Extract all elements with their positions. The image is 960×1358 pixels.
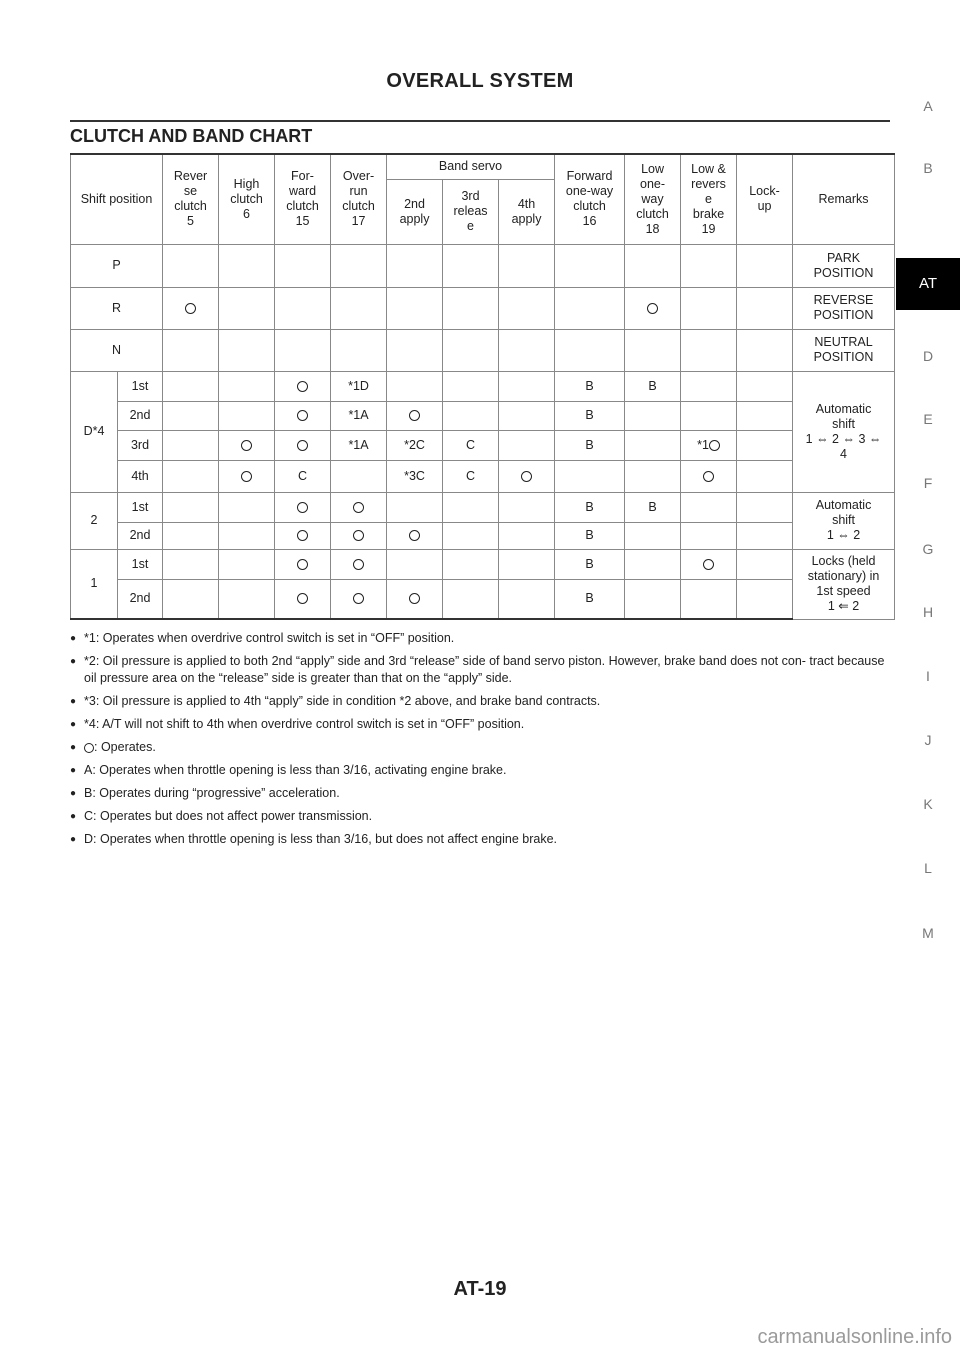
header-line: 4th (517, 196, 536, 211)
chart-cell (625, 549, 681, 579)
chart-cell (499, 244, 555, 287)
side-tab-e[interactable]: E (923, 411, 933, 427)
chart-cell (499, 401, 555, 430)
header-band-servo: Band servo (387, 154, 555, 179)
header-line: 18 (645, 221, 660, 236)
chart-cell (387, 244, 443, 287)
operates-mark (297, 559, 308, 570)
shift-position-cell: R (71, 287, 163, 329)
chart-cell (163, 579, 219, 619)
chart-cell (275, 401, 331, 430)
header-line: High (233, 176, 260, 191)
header-line: brake (692, 206, 725, 221)
table-row (71, 492, 895, 522)
note-text: *1: Operates when overdrive control switch is set in “OFF” position. (84, 631, 455, 645)
note-text: B: Operates during “progressive” acceleration. (84, 786, 340, 800)
shift-position-cell: 1 (71, 549, 118, 619)
gear-cell: 3rd (118, 430, 163, 460)
remarks-line: Automatic (815, 401, 872, 416)
operates-mark (241, 471, 252, 482)
chart-cell (163, 492, 219, 522)
note-text: *3: Oil pressure is applied to 4th “apply” side in condition *2 above, and brake band contracts. (84, 694, 601, 708)
remarks-line: 1 ⇔ 2 ⇔ 3 ⇔ (805, 431, 882, 446)
chart-cell (219, 579, 275, 619)
remarks-line: 1st speed (816, 584, 871, 598)
header-line: clutch (636, 206, 669, 221)
table-row (71, 287, 895, 329)
header-line: revers (691, 176, 726, 191)
chart-cell (219, 371, 275, 401)
header-lock-up (737, 154, 793, 244)
header-line: Low (641, 161, 664, 176)
bullet-icon: ● (70, 788, 77, 799)
header-line: apply (399, 211, 430, 226)
side-tab-a[interactable]: A (923, 98, 933, 114)
chart-cell (163, 371, 219, 401)
operates-mark (353, 530, 364, 541)
header-band-3rd-release (443, 179, 499, 244)
gear-cell: 1st (118, 492, 163, 522)
chart-cell (625, 522, 681, 549)
chart-cell: *3C (387, 460, 443, 492)
note-text: C: Operates but does not affect power transmission. (84, 809, 373, 823)
chart-cell (163, 430, 219, 460)
chart-cell (443, 244, 499, 287)
header-forward-clutch (275, 154, 331, 244)
table-row (71, 549, 895, 579)
operates-mark (297, 410, 308, 421)
chart-cell (625, 329, 681, 371)
bullet-icon: ● (70, 633, 77, 644)
header-line: clutch (573, 199, 606, 214)
side-tab-i[interactable]: I (926, 668, 930, 684)
chart-cell (219, 492, 275, 522)
chart-cell (443, 549, 499, 579)
header-line: run (349, 184, 368, 199)
header-line: ward (288, 184, 317, 199)
operates-mark (521, 471, 532, 482)
page-title: OVERALL SYSTEM (386, 70, 574, 92)
note-item (70, 831, 890, 848)
note-text: *4: A/T will not shift to 4th when overdrive control switch is set in “OFF” position. (84, 717, 525, 731)
chart-cell (275, 430, 331, 460)
operates-mark (647, 303, 658, 314)
header-reverse-clutch (163, 154, 219, 244)
chart-cell (625, 460, 681, 492)
section-title: CLUTCH AND BAND CHART (70, 126, 313, 146)
chart-cell (499, 522, 555, 549)
remarks-cell: NEUTRAL POSITION (793, 329, 895, 371)
remarks-line: 4 (840, 446, 847, 461)
remarks-line: Automatic (815, 498, 872, 512)
chart-cell (387, 492, 443, 522)
header-line: clutch (342, 199, 375, 214)
chart-cell (499, 371, 555, 401)
gear-cell: 2nd (118, 522, 163, 549)
header-line: 6 (243, 206, 250, 221)
header-line: For- (291, 169, 314, 184)
header-forward-one-way-clutch (555, 154, 625, 244)
chart-cell (737, 579, 793, 619)
gear-cell: 2nd (118, 579, 163, 619)
table-row (71, 522, 895, 549)
note-text: : Operates. (94, 740, 156, 754)
header-line: Over- (342, 169, 375, 184)
chart-cell (681, 492, 737, 522)
chart-cell (275, 244, 331, 287)
chart-cell (625, 244, 681, 287)
chart-cell (275, 522, 331, 549)
header-line: se (183, 184, 198, 199)
header-line: e (467, 219, 474, 233)
chart-cell (737, 371, 793, 401)
chart-cell: *2C (387, 430, 443, 460)
chart-cell (681, 401, 737, 430)
remarks-line: 1 ⇐ 2 (827, 599, 860, 613)
chart-cell (275, 492, 331, 522)
chart-cell: B (555, 492, 625, 522)
header-line: Low & (691, 161, 726, 176)
table-row (71, 401, 895, 430)
chart-cell (275, 371, 331, 401)
chart-cell: C (443, 430, 499, 460)
side-tab-m[interactable]: M (922, 925, 934, 941)
chart-cell (681, 522, 737, 549)
chart-cell: C (443, 460, 499, 492)
chart-cell (163, 287, 219, 329)
operates-mark (241, 440, 252, 451)
bullet-icon: ● (70, 811, 77, 822)
chart-cell: B (555, 371, 625, 401)
operates-mark (709, 440, 720, 451)
chart-cell (681, 244, 737, 287)
header-band-2nd-apply (387, 179, 443, 244)
header-line: one- (640, 176, 666, 191)
remarks-line: shift (832, 513, 855, 527)
chart-cell (737, 329, 793, 371)
chart-cell: C (275, 460, 331, 492)
chart-cell (331, 522, 387, 549)
chart-cell (499, 460, 555, 492)
chart-cell (331, 579, 387, 619)
side-tab-h[interactable]: H (922, 604, 934, 620)
chart-cell (681, 371, 737, 401)
remarks-line: stationary) in (807, 569, 880, 583)
chart-cell (163, 244, 219, 287)
chart-cell (387, 371, 443, 401)
chart-cell (219, 430, 275, 460)
chart-cell (443, 492, 499, 522)
operates-mark (409, 410, 420, 421)
chart-cell (331, 287, 387, 329)
chart-cell: B (555, 401, 625, 430)
chart-cell (737, 492, 793, 522)
note-text: *2: Oil pressure is applied to both 2nd “apply” side and 3rd “release” side of band servo piston. However, brake band does not con- tract because oil pressure area on the “release” side is greater than that on the “apply” side. (84, 654, 885, 685)
chart-cell (443, 522, 499, 549)
header-line: releas (453, 204, 488, 218)
chart-cell (387, 549, 443, 579)
table-row (71, 329, 895, 371)
header-line: 15 (295, 214, 310, 229)
table-row (71, 579, 895, 619)
chart-cell (219, 287, 275, 329)
header-line: 19 (701, 221, 716, 236)
remarks-cell (793, 549, 895, 619)
operates-mark (297, 593, 308, 604)
chart-cell (331, 244, 387, 287)
header-line: 2nd (404, 196, 425, 211)
note-item (70, 739, 890, 756)
operates-mark (353, 502, 364, 513)
header-line: 17 (351, 214, 366, 229)
remarks-line: Locks (held (811, 554, 876, 568)
shift-position-cell: P (71, 244, 163, 287)
chart-cell (681, 549, 737, 579)
header-low-reverse-brake (681, 154, 737, 244)
chart-cell (331, 460, 387, 492)
chart-cell (443, 401, 499, 430)
chart-cell (387, 287, 443, 329)
chart-cell (387, 329, 443, 371)
operates-mark (185, 303, 196, 314)
chart-cell (331, 492, 387, 522)
chart-cell (625, 430, 681, 460)
chart-cell (737, 430, 793, 460)
chart-cell (275, 579, 331, 619)
chart-cell: B (555, 549, 625, 579)
header-high-clutch (219, 154, 275, 244)
chart-cell (499, 430, 555, 460)
header-line: clutch (286, 199, 319, 214)
chart-cell (499, 329, 555, 371)
note-item (70, 785, 890, 802)
chart-cell (387, 522, 443, 549)
note-text: A: Operates when throttle opening is less than 3/16, activating engine brake. (84, 763, 507, 777)
bullet-icon: ● (70, 742, 77, 753)
chart-cell (443, 329, 499, 371)
chart-cell: B (625, 492, 681, 522)
chart-cell (443, 579, 499, 619)
chart-cell (681, 579, 737, 619)
chart-cell (555, 460, 625, 492)
chart-cell (387, 579, 443, 619)
chart-cell: B (555, 522, 625, 549)
remarks-cell: REVERSE POSITION (793, 287, 895, 329)
chart-cell (681, 329, 737, 371)
remarks-line: 1 ⇔ 2 (826, 528, 861, 542)
chart-cell (331, 329, 387, 371)
operates-mark (297, 440, 308, 451)
header-line: Forward (566, 169, 613, 184)
shift-position-cell: D*4 (71, 371, 118, 492)
header-band-4th-apply (499, 179, 555, 244)
remarks-line: shift (832, 416, 855, 431)
gear-cell: 1st (118, 549, 163, 579)
header-line: 5 (187, 214, 194, 229)
remarks-cell: PARK POSITION (793, 244, 895, 287)
bullet-icon: ● (70, 719, 77, 730)
operates-mark (297, 502, 308, 513)
operates-mark (353, 593, 364, 604)
chart-cell (163, 401, 219, 430)
chart-cell (163, 549, 219, 579)
remarks-cell (793, 492, 895, 549)
side-tab-l[interactable]: L (924, 860, 932, 876)
header-line: clutch (230, 191, 263, 206)
chart-cell (625, 401, 681, 430)
chart-cell (625, 579, 681, 619)
chart-cell (219, 460, 275, 492)
note-item (70, 716, 890, 733)
chart-cell (499, 287, 555, 329)
chart-cell: *1D (331, 371, 387, 401)
chart-cell (737, 460, 793, 492)
chart-cell (737, 401, 793, 430)
header-line: 3rd (461, 189, 480, 203)
chart-cell (737, 549, 793, 579)
side-tab-f[interactable]: F (923, 475, 933, 491)
chart-cell (555, 244, 625, 287)
bullet-icon: ● (70, 765, 77, 776)
gear-cell: 4th (118, 460, 163, 492)
table-row (71, 430, 895, 460)
table-row (71, 460, 895, 492)
header-line: 16 (582, 214, 597, 229)
chart-cell (737, 244, 793, 287)
chart-cell (443, 287, 499, 329)
header-line: Rever (173, 169, 208, 184)
note-item (70, 808, 890, 825)
side-tab-j[interactable]: J (924, 732, 932, 748)
title-rule (70, 120, 890, 122)
chart-cell (499, 492, 555, 522)
header-line: Lock- (749, 184, 780, 199)
shift-position-cell: N (71, 329, 163, 371)
header-shift-position: Shift position (71, 154, 163, 244)
operates-mark (297, 381, 308, 392)
operates-mark (409, 530, 420, 541)
chart-cell (737, 287, 793, 329)
chart-cell (219, 329, 275, 371)
chart-cell: B (555, 579, 625, 619)
chart-cell: *1A (331, 430, 387, 460)
operates-mark (703, 559, 714, 570)
header-line: apply (511, 211, 542, 226)
chart-cell (219, 401, 275, 430)
chart-cell: B (625, 371, 681, 401)
remarks-cell (793, 371, 895, 492)
header-remarks: Remarks (793, 154, 895, 244)
note-item (70, 693, 890, 710)
gear-cell: 2nd (118, 401, 163, 430)
chart-cell (681, 460, 737, 492)
chart-cell (163, 329, 219, 371)
note-item (70, 653, 890, 687)
operates-mark (297, 530, 308, 541)
page-number: AT-19 (453, 1278, 507, 1300)
header-line: one-way (565, 184, 614, 199)
gear-cell: 1st (118, 371, 163, 401)
note-item (70, 630, 890, 647)
chart-cell (275, 287, 331, 329)
chart-cell (625, 287, 681, 329)
chart-cell (219, 522, 275, 549)
bullet-icon: ● (70, 696, 77, 707)
note-item (70, 762, 890, 779)
side-tab-at[interactable]: AT (896, 258, 960, 310)
side-tab-b[interactable]: B (923, 160, 933, 176)
side-tab-d[interactable]: D (922, 348, 934, 364)
note-text: D: Operates when throttle opening is less than 3/16, but does not affect engine brake. (84, 832, 557, 846)
shift-position-cell: 2 (71, 492, 118, 549)
header-line: up (757, 199, 772, 214)
bullet-icon: ● (70, 834, 77, 845)
chart-cell (681, 430, 737, 460)
chart-cell (219, 549, 275, 579)
chart-cell (331, 549, 387, 579)
header-overrun-clutch (331, 154, 387, 244)
chart-cell (387, 401, 443, 430)
chart-cell (163, 460, 219, 492)
chart-cell (219, 244, 275, 287)
table-row (71, 244, 895, 287)
notes-list (70, 630, 890, 854)
chart-cell: B (555, 430, 625, 460)
chart-cell (555, 287, 625, 329)
chart-cell (555, 329, 625, 371)
bullet-icon: ● (70, 656, 77, 667)
chart-cell (443, 371, 499, 401)
chart-cell (275, 329, 331, 371)
header-low-one-way-clutch (625, 154, 681, 244)
table-row (71, 371, 895, 401)
chart-cell (163, 522, 219, 549)
operates-mark (703, 471, 714, 482)
header-line: way (641, 191, 664, 206)
chart-cell (737, 522, 793, 549)
watermark: carmanualsonline.info (757, 1326, 952, 1348)
side-tab-g[interactable]: G (922, 541, 934, 557)
chart-cell (275, 549, 331, 579)
header-line: clutch (174, 199, 207, 214)
operates-mark (409, 593, 420, 604)
chart-cell: *1A (331, 401, 387, 430)
header-line: e (705, 191, 712, 206)
operates-mark (84, 743, 94, 753)
operates-mark (353, 559, 364, 570)
note-ref: *1 (697, 437, 709, 452)
clutch-band-chart (70, 153, 895, 620)
chart-cell (499, 549, 555, 579)
chart-cell (499, 579, 555, 619)
side-tab-k[interactable]: K (923, 796, 933, 812)
chart-cell (681, 287, 737, 329)
